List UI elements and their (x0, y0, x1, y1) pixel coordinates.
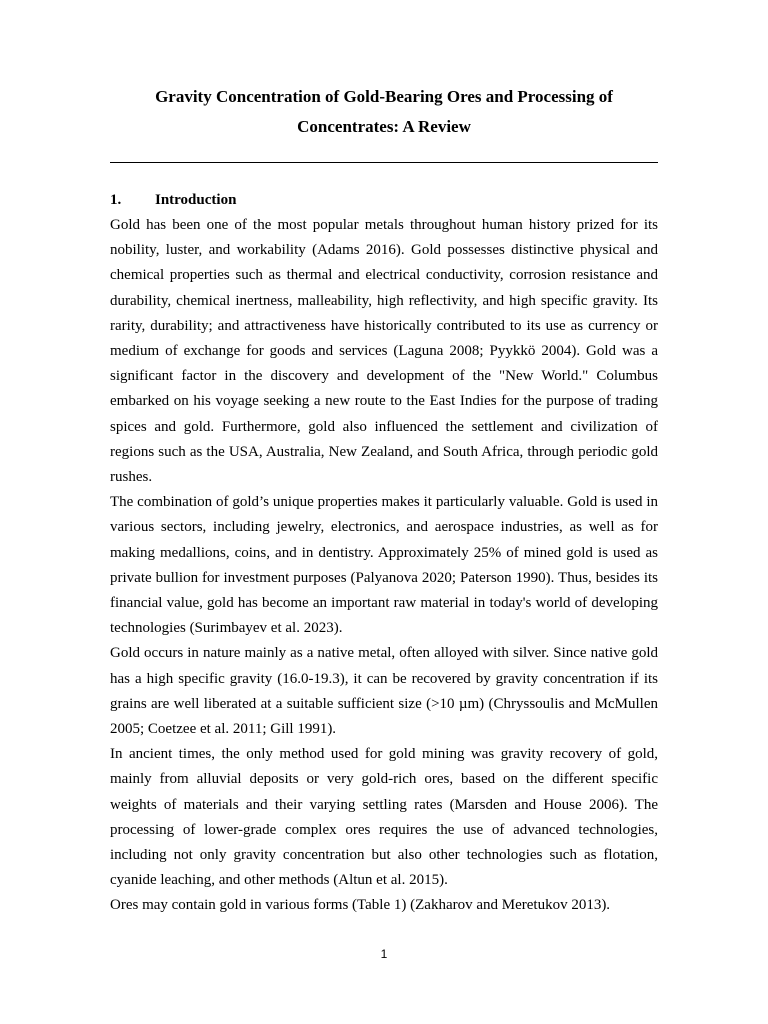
section-title: Introduction (155, 192, 237, 208)
paragraph: The combination of gold’s unique properties makes it particularly valuable. Gold is used in various sectors, including jewelry, electronics, and aerospace industries, as well as for making medallions, coins, and in dentistry. Approximately 25% of mined gold is used as private bullion for investment purposes (Palyanova 2020; Paterson 1990). Thus, besides its financial value, gold has become an important raw material in today's world of developing technologies (Surimbayev et al. 2023). (110, 494, 658, 637)
section-body (110, 213, 658, 919)
paragraph: Gold has been one of the most popular metals throughout human history prized for its nobility, luster, and workability (Adams 2016). Gold possesses distinctive physical and chemical properties such as thermal and electrical conductivity, corrosion resistance and durability, chemical inertness, malleability, high reflectivity, and high specific gravity. Its rarity, durability; and attractiveness have historically contributed to its use as currency or medium of exchange for goods and services (Laguna 2008; Pyykkö 2004). Gold was a significant factor in the discovery and development of the "New World." Columbus embarked on his voyage seeking a new route to the East Indies for the purpose of trading spices and gold. Furthermore, gold also influenced the settlement and civilization of regions such as the USA, Australia, New Zealand, and South Africa, through periodic gold rushes. (110, 217, 658, 486)
paragraph: Ores may contain gold in various forms (Table 1) (Zakharov and Meretukov 2013). (110, 897, 611, 914)
paper-title-line-1: Gravity Concentration of Gold-Bearing Ores and Processing of (155, 87, 613, 106)
title-divider (110, 162, 658, 163)
page-number: 1 (380, 947, 388, 961)
section-heading (110, 188, 236, 213)
paragraph: In ancient times, the only method used for gold mining was gravity recovery of gold, mainly from alluvial deposits or very gold-rich ores, based on the different specific weights of materials and their varying settling rates (Marsden and House 2006). The processing of lower-grade complex ores requires the use of advanced technologies, including not only gravity concentration but also other technologies such as flotation, cyanide leaching, and other methods (Altun et al. 2015). (110, 746, 658, 889)
paper-title (110, 82, 658, 142)
section-number: 1. (110, 192, 122, 208)
paper-title-line-2: Concentrates: A Review (297, 117, 471, 136)
paragraph: Gold occurs in nature mainly as a native metal, often alloyed with silver. Since native gold has a high specific gravity (16.0-19.3), it can be recovered by gravity concentration if its grains are well liberated at a suitable sufficient size (>10 µm) (Chryssoulis and McMullen 2005; Coetzee et al. 2011; Gill 1991). (110, 645, 658, 738)
